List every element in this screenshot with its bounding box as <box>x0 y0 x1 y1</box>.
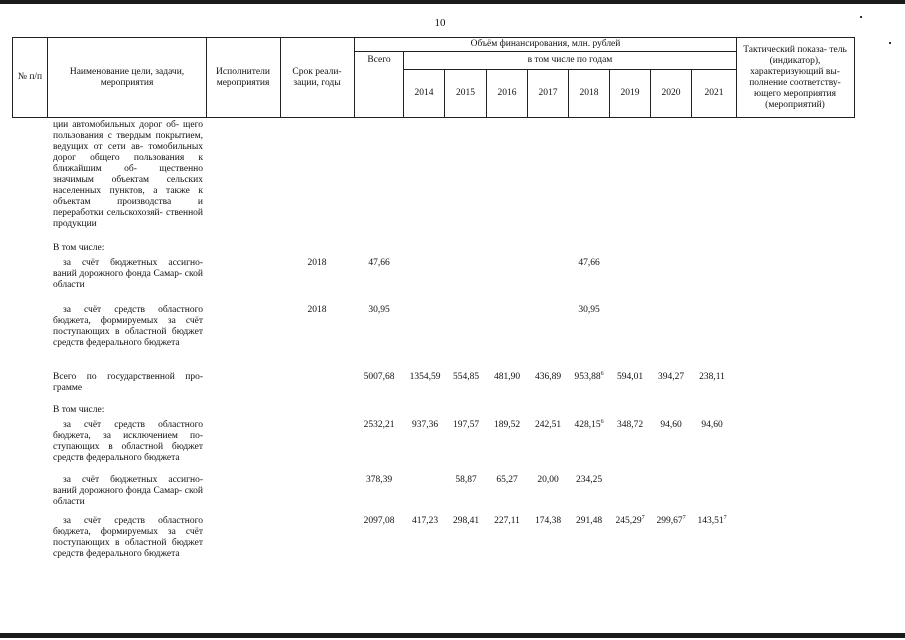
value-2016: 189,52 <box>493 420 521 430</box>
value-2015: 58,87 <box>455 475 477 485</box>
value-2017: 436,89 <box>534 372 562 382</box>
value-2018: 47,66 <box>578 258 600 268</box>
value-2014: 937,36 <box>411 420 439 430</box>
value-total: 2097,08 <box>363 516 395 526</box>
value-2021: 238,11 <box>699 372 725 382</box>
value-2017: 242,51 <box>534 420 562 430</box>
value-2019: 348,72 <box>616 420 644 430</box>
continued-text: ции автомобильных дорог об- щего пользования с твердым покрытием, ведущих от сети ав- томобильных дорог общего пользования к ближайшим об- щественно значимым объектам сельских населенных пунктов, а также к объектам производства и переработки сельскохозяй- ственной продукции <box>53 120 203 229</box>
value-2020: 299,67$^7$ <box>656 515 686 526</box>
value-2015: 298,41 <box>452 516 480 526</box>
header-year: 2014 <box>414 88 434 98</box>
header-indicator: Тактический показа- тель (индикатор), характеризующий вы- полнение соответству- ющего мероприятия (мероприятий) <box>743 44 847 110</box>
value-total: 5007,68 <box>363 372 395 382</box>
header-year: 2021 <box>704 88 724 98</box>
row-term: 2018 <box>307 305 327 315</box>
footnote-mark: 6 <box>600 419 604 425</box>
header-year: 2017 <box>538 88 558 98</box>
row-term: 2018 <box>307 258 327 268</box>
value-2018: 30,95 <box>578 305 600 315</box>
value-2016: 227,11 <box>494 516 520 526</box>
page-number: 10 <box>434 17 446 29</box>
value-total: 30,95 <box>368 305 390 315</box>
footnote-mark: 7 <box>682 515 686 521</box>
header-by-years: в том числе по годам <box>527 55 613 65</box>
value-2018: 953,88$^6$ <box>574 371 604 382</box>
row-text: за счёт средств областного бюджета, за исключением по- ступающих в областной бюджет средств федерального бюджета <box>53 420 203 463</box>
value-2021: 143,51$^7$ <box>697 515 727 526</box>
value-2016: 65,27 <box>496 475 518 485</box>
header-year: 2016 <box>497 88 517 98</box>
total-row-text: Всего по государственной про- грамме <box>53 372 203 393</box>
header-financing: Объём финансирования, млн. рублей <box>470 39 621 49</box>
including-label: В том числе: <box>53 405 105 415</box>
header-year: 2019 <box>620 88 640 98</box>
header-year: 2015 <box>456 88 475 98</box>
value-2019: 245,29$^7$ <box>615 515 645 526</box>
header-num: № п/п <box>17 72 43 82</box>
value-2014: 1354,59 <box>409 372 441 382</box>
value-2021: 94,60 <box>701 420 723 430</box>
value-2018: 291,48 <box>575 516 603 526</box>
row-text: за счёт средств областного бюджета, формируемых за счёт поступающих в областной бюджет средств федерального бюджета <box>53 516 203 559</box>
value-2019: 594,01 <box>616 372 644 382</box>
footnote-mark: 7 <box>641 515 645 521</box>
header-year: 2020 <box>661 88 681 98</box>
value-2018: 428,15$^6$ <box>574 419 604 430</box>
row-text: за счёт бюджетных ассигно- ваний дорожного фонда Самар- ской области <box>53 258 203 290</box>
header-total: Всего <box>367 55 391 65</box>
row-text: за счёт бюджетных ассигно- ваний дорожного фонда Самар- ской области <box>53 475 203 507</box>
footnote-mark: 6 <box>600 371 604 377</box>
value-total: 378,39 <box>365 475 393 485</box>
including-label: В том числе: <box>53 243 105 253</box>
footnote-mark: 7 <box>723 515 727 521</box>
value-2018: 234,25 <box>575 475 603 485</box>
header-executors: Исполнители мероприятия <box>216 66 270 88</box>
header-year: 2018 <box>579 88 599 98</box>
header-name: Наименование цели, задачи, мероприятия <box>69 66 185 88</box>
bottom-scan-border <box>0 633 905 638</box>
value-2020: 394,27 <box>657 372 685 382</box>
value-total: 2532,21 <box>363 420 395 430</box>
value-2020: 94,60 <box>660 420 682 430</box>
scan-speck <box>889 42 891 44</box>
value-2014: 417,23 <box>411 516 439 526</box>
header-term: Срок реали- зации, годы <box>292 66 342 88</box>
value-2016: 481,90 <box>493 372 521 382</box>
value-2015: 197,57 <box>452 420 480 430</box>
value-2017: 174,38 <box>534 516 562 526</box>
top-scan-border <box>0 0 905 4</box>
value-2017: 20,00 <box>537 475 559 485</box>
value-2015: 554,85 <box>452 372 480 382</box>
value-total: 47,66 <box>368 258 390 268</box>
row-text: за счёт средств областного бюджета, формируемых за счёт поступающих в областной бюджет средств федерального бюджета <box>53 305 203 348</box>
